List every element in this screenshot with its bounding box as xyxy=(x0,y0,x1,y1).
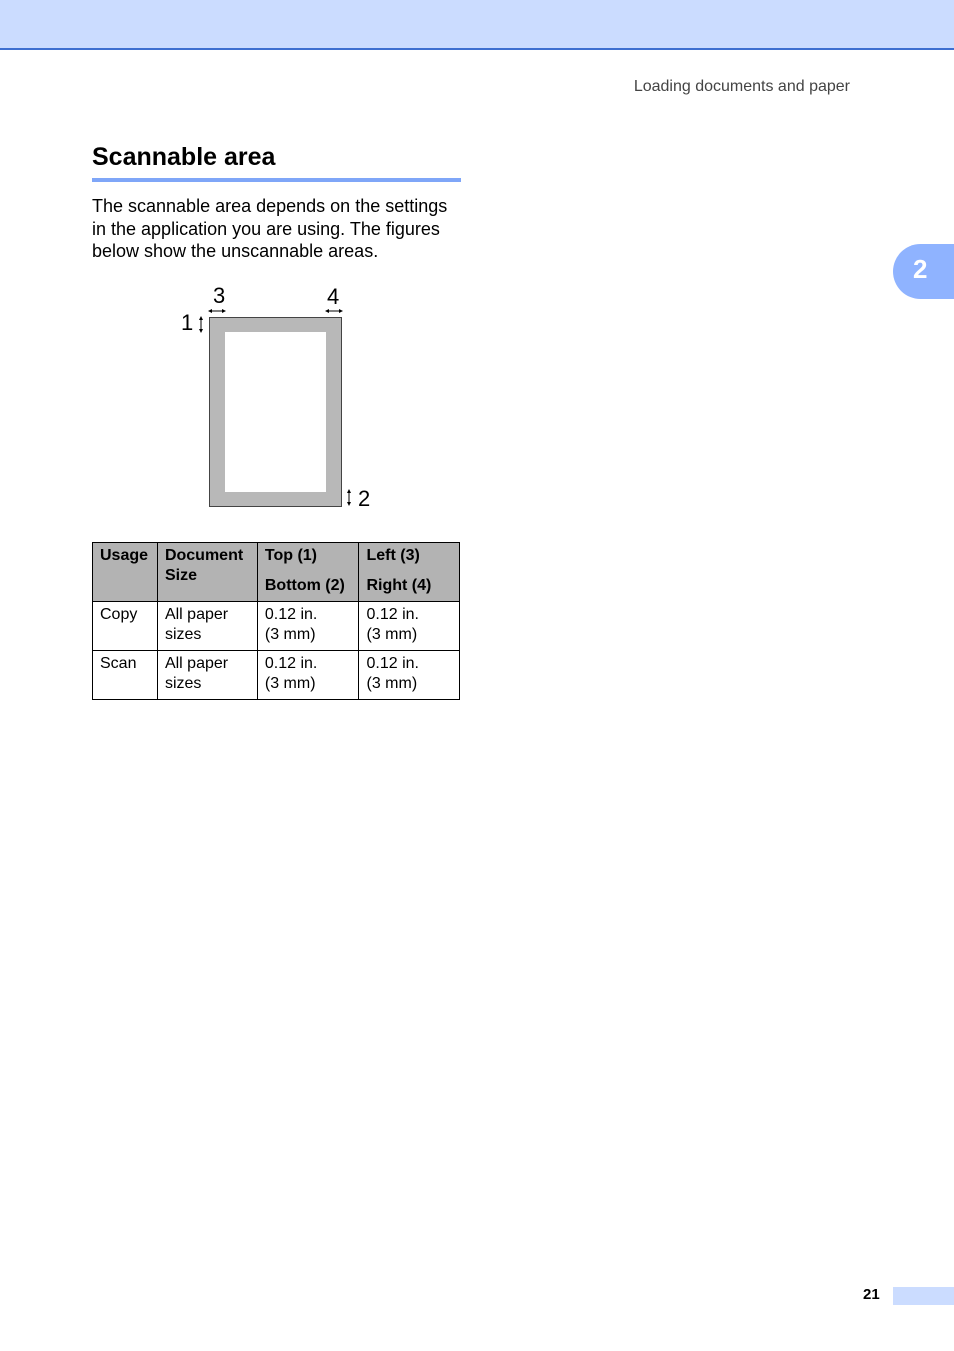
cell-top-bottom xyxy=(257,602,359,651)
cell-text: All paper xyxy=(164,606,229,623)
cell-usage: Copy xyxy=(93,602,158,651)
cell-text: 0.12 in. xyxy=(366,655,419,672)
header-top-bottom xyxy=(257,543,359,602)
table-row xyxy=(93,651,460,700)
figure-label-top-margin: 1 xyxy=(181,310,194,335)
figure-label-bottom-margin: 2 xyxy=(358,486,371,511)
cell-top-bottom xyxy=(257,651,359,700)
cell-text: sizes xyxy=(164,626,202,643)
header-document-size xyxy=(157,543,257,602)
cell-text: (3 mm) xyxy=(366,675,418,692)
footer-accent-bar xyxy=(893,1287,954,1305)
header-top-label: Top (1) xyxy=(264,547,317,564)
cell-text: (3 mm) xyxy=(264,675,316,692)
intro-line: below show the unscannable areas. xyxy=(92,241,379,261)
running-header: Loading documents and paper xyxy=(633,78,850,95)
header-usage xyxy=(93,543,158,602)
intro-line: in the application you are using. The figures xyxy=(92,218,440,239)
header-document-size-line: Size xyxy=(164,567,197,584)
cell-text: sizes xyxy=(164,675,202,692)
cell-text: All paper xyxy=(164,655,229,672)
figure-label-right-margin: 4 xyxy=(327,284,340,309)
margins-table xyxy=(92,542,460,700)
cell-document-size xyxy=(157,651,257,700)
header-right-label: Right (4) xyxy=(366,577,432,594)
table-row xyxy=(93,602,460,651)
page-number: 21 xyxy=(863,1286,880,1303)
section-title: Scannable area xyxy=(92,143,276,171)
header-left-label: Left (3) xyxy=(366,547,420,564)
header-document-size-line: Document xyxy=(164,547,244,564)
intro-line: The scannable area depends on the settings xyxy=(92,196,448,216)
cell-left-right xyxy=(359,651,460,700)
figure-label-left-margin: 3 xyxy=(213,283,226,308)
dimension-arrows xyxy=(0,0,954,560)
cell-left-right xyxy=(359,602,460,651)
cell-text: 0.12 in. xyxy=(264,655,318,672)
cell-usage: Scan xyxy=(93,651,158,700)
paper-scannable-area xyxy=(225,332,326,492)
header-left-right xyxy=(359,543,460,602)
cell-document-size xyxy=(157,602,257,651)
cell-text: 0.12 in. xyxy=(264,606,318,623)
paper-unscannable-border xyxy=(209,317,342,507)
header-bottom-label: Bottom (2) xyxy=(264,577,345,594)
cell-text: (3 mm) xyxy=(366,626,418,643)
cell-text: (3 mm) xyxy=(264,626,316,643)
cell-text: 0.12 in. xyxy=(366,606,419,623)
chapter-number: 2 xyxy=(913,254,928,284)
table-header-row xyxy=(93,543,460,602)
header-usage-label: Usage xyxy=(100,547,149,564)
